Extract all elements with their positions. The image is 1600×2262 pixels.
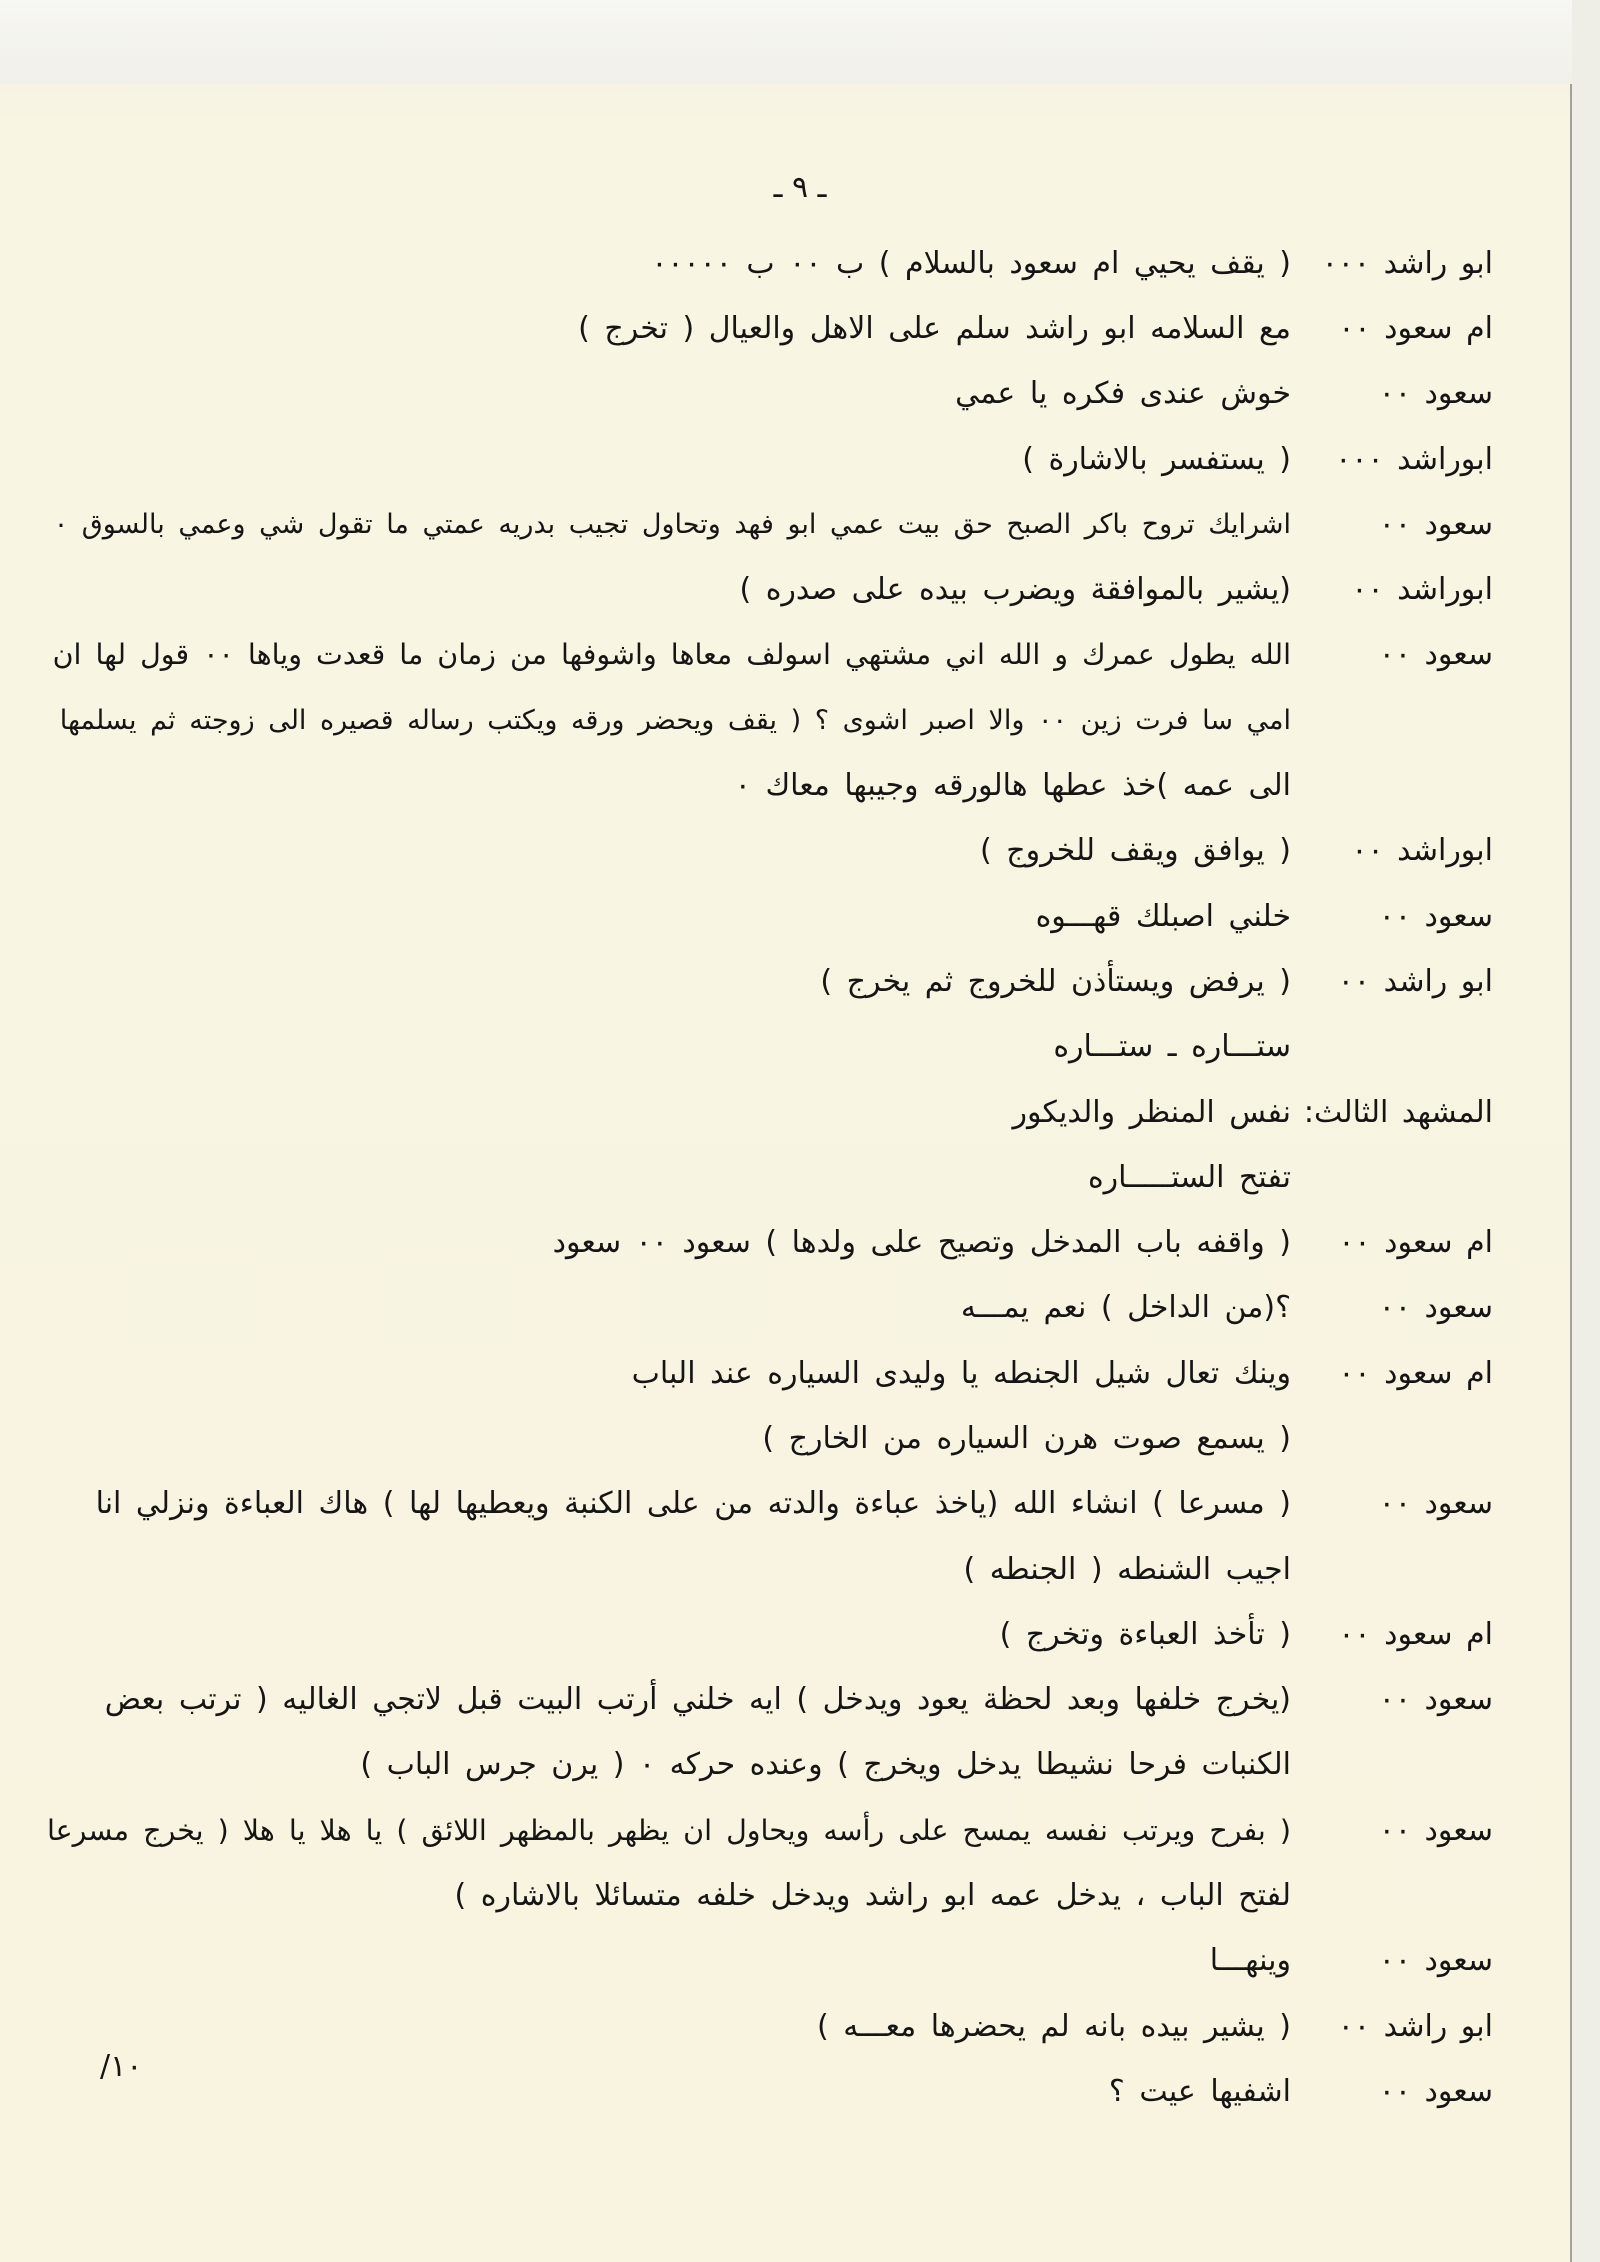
dialogue-text: ( يوافق ويقف للخروج )	[979, 833, 1291, 869]
script-line	[45, 623, 1493, 688]
speaker-name: ابو راشد ٠٠	[1337, 963, 1493, 999]
speaker-name: سعود ٠٠	[1378, 637, 1493, 673]
scene-heading-line	[45, 1080, 1493, 1145]
script-line	[45, 949, 1493, 1014]
speaker-name: ام سعود ٠٠	[1338, 1225, 1493, 1261]
speaker-name: ام سعود ٠٠	[1338, 1355, 1493, 1391]
dialogue-text: (يشير بالموافقة ويضرب بيده على صدره )	[739, 572, 1291, 608]
next-page-marker: /١٠	[100, 2049, 143, 2084]
scene-heading-label: المشهد الثالث:	[1303, 1094, 1493, 1130]
speaker-name: سعود ٠٠	[1378, 1943, 1493, 1979]
script-line	[45, 1668, 1493, 1733]
script-line	[45, 884, 1493, 949]
dialogue-text: الله يطول عمرك و الله اني مشتهي اسولف معاها واشوفها من زمان ما قعدت وياها ٠٠ قول لها ان	[52, 638, 1291, 672]
script-line-continuation	[45, 1863, 1493, 1928]
dialogue-text: وينهـــا	[1209, 1943, 1291, 1979]
speaker-name: سعود ٠٠	[1378, 1290, 1493, 1326]
speaker-name: ابوراشد ٠٠	[1351, 572, 1493, 608]
dialogue-text: خوش عندى فكره يا عمي	[955, 376, 1291, 412]
dialogue-text: لفتح الباب ، يدخل عمه ابو راشد ويدخل خلفه متسائلا بالاشاره )	[454, 1878, 1291, 1914]
script-line	[45, 1276, 1493, 1341]
script-line	[45, 1994, 1493, 2059]
dialogue-text: اشرايك تروح باكر الصبح حق بيت عمي ابو فهد وتحاول تجيب بدريه عمتي ما تقول شي وعمي بالسوق ٠	[53, 508, 1291, 540]
script-line	[45, 1929, 1493, 1994]
script-line	[45, 819, 1493, 884]
script-line	[45, 427, 1493, 492]
script-line-continuation	[45, 753, 1493, 818]
dialogue-text: ( يرفض ويستأذن للخروج ثم يخرج )	[820, 963, 1291, 999]
script-line	[45, 1472, 1493, 1537]
script-line-continuation	[45, 1733, 1493, 1798]
speaker-name: سعود ٠٠	[1378, 898, 1493, 934]
dialogue-text: ( مسرعا ) انشاء الله (ياخذ عباءة والدته من على الكنبة ويعطيها لها ) هاك العباءة ونزلي انا	[95, 1486, 1291, 1522]
dialogue-text: ( بفرح ويرتب نفسه يمسح على رأسه ويحاول ان يظهر بالمظهر اللائق ) يا هلا يا هلا ( يخرج مسرعا	[46, 1813, 1291, 1847]
dialogue-text: ( تأخذ العباءة وتخرج )	[999, 1616, 1291, 1652]
script-line-continuation	[45, 1406, 1493, 1471]
speaker-name: سعود ٠٠	[1378, 1812, 1493, 1848]
dialogue-text: وينك تعال شيل الجنطه يا وليدى السياره عند الباب	[631, 1355, 1291, 1391]
dialogue-text: ( واقفه باب المدخل وتصيح على ولدها ) سعود ٠٠ سعود	[552, 1225, 1291, 1261]
speaker-name: ابو راشد ٠٠	[1337, 2008, 1493, 2044]
speaker-name: سعود ٠٠	[1378, 506, 1493, 542]
speaker-name: سعود ٠٠	[1378, 376, 1493, 412]
dialogue-text: الى عمه )خذ عطها هالورقه وجيبها معاك ٠	[734, 768, 1291, 804]
dialogue-text: امي سا فرت زين ٠٠ والا اصبر اشوى ؟ ( يقف ويحضر ورقه ويكتب رساله قصيره الى زوجته ثم يسلمها	[59, 704, 1291, 736]
speaker-name: ابوراشد ٠٠٠	[1335, 441, 1493, 477]
scan-background-edge	[1572, 0, 1600, 2262]
script-line	[45, 231, 1493, 296]
dialogue-text: ( يسمع صوت هرن السياره من الخارج )	[762, 1420, 1291, 1456]
script-line	[45, 1341, 1493, 1406]
dialogue-text: اشفيها عيت ؟	[1108, 2073, 1291, 2109]
script-line-continuation	[45, 688, 1493, 753]
script-line	[45, 492, 1493, 557]
script-line-continuation	[45, 1537, 1493, 1602]
dialogue-text: خلني اصبلك قهـــوه	[1035, 898, 1291, 934]
script-line	[45, 1210, 1493, 1275]
speaker-name: ام سعود ٠٠	[1338, 310, 1493, 346]
stage-direction-line	[45, 1015, 1493, 1080]
scan-background-top	[0, 0, 1600, 92]
curtain-direction: ستـــاره ـ ستـــاره	[1053, 1029, 1291, 1065]
script-line	[45, 557, 1493, 622]
script-line	[45, 362, 1493, 427]
speaker-name: سعود ٠٠	[1378, 1486, 1493, 1522]
stage-direction-line	[45, 1145, 1493, 1210]
dialogue-text: ؟(من الداخل ) نعم يمـــه	[960, 1290, 1291, 1326]
script-line	[45, 1798, 1493, 1863]
speaker-name: ابو راشد ٠٠٠	[1321, 245, 1493, 281]
curtain-direction: تفتح الستـــــاره	[1087, 1159, 1291, 1195]
page-number: ـ ٩ ـ	[773, 170, 827, 205]
script-line	[45, 1602, 1493, 1667]
speaker-name: سعود ٠٠	[1378, 2073, 1493, 2109]
dialogue-text: الكنبات فرحا نشيطا يدخل ويخرج ) وعنده حركه ٠ ( يرن جرس الباب )	[360, 1747, 1291, 1783]
dialogue-text: ( يقف يحيي ام سعود بالسلام ) ب ٠٠ ب ٠٠٠٠٠	[651, 245, 1291, 281]
speaker-name: سعود ٠٠	[1378, 1682, 1493, 1718]
script-body	[45, 231, 1493, 2125]
script-line	[45, 296, 1493, 361]
dialogue-text: اجيب الشنطه ( الجنطه )	[963, 1551, 1291, 1587]
script-line	[45, 2059, 1493, 2124]
dialogue-text: ( يشير بيده بانه لم يحضرها معـــه )	[816, 2008, 1291, 2044]
speaker-name: ابوراشد ٠٠	[1351, 833, 1493, 869]
dialogue-text: مع السلامه ابو راشد سلم على الاهل والعيال ( تخرج )	[578, 310, 1291, 346]
speaker-name: ام سعود ٠٠	[1338, 1616, 1493, 1652]
dialogue-text: ( يستفسر بالاشارة )	[1022, 441, 1291, 477]
dialogue-text: (يخرج خلفها وبعد لحظة يعود ويدخل ) ايه خلني أرتب البيت قبل لاتجي الغاليه ( ترتب بعض	[104, 1682, 1291, 1718]
scene-heading-text: نفس المنظر والديكور	[1012, 1094, 1291, 1130]
